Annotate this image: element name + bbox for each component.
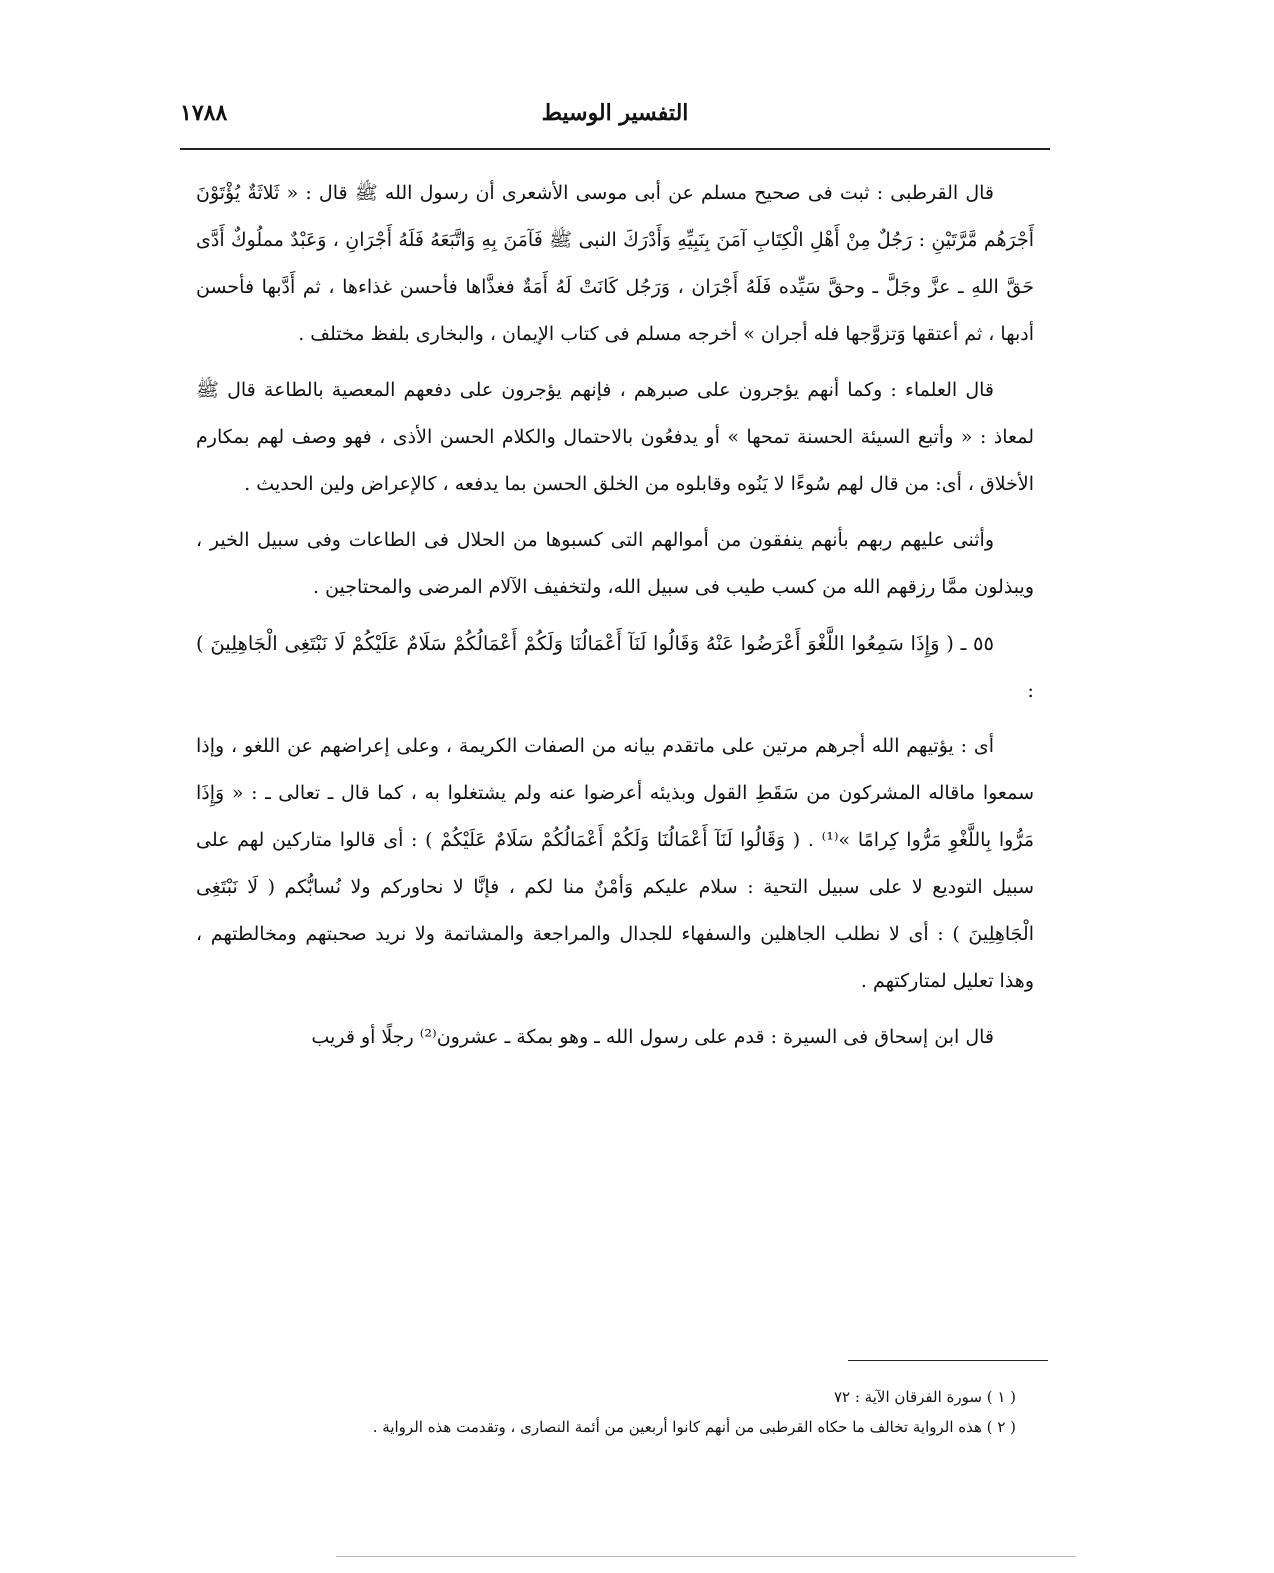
scan-bottom-line [336, 1556, 1076, 1557]
paragraph-scholars: قال العلماء : وكما أنهم يؤجرون على صبرهم ، فإنهم يؤجرون على دفعهم المعصية بالطاعة قال ﷺ لمعاذ : « وأتبع السيئة الحسنة تمحها » أو يدفعُون بالاحتمال والكلام الحسن الأذى ، فهو وصف لهم بمكارم الأخلاق ، أى: من قال لهم سُوءًا لا يَنُوه وقابلوه من الخلق الحسن بما يدفعه ، كالإعراض ولين الحديث . [196, 379, 1034, 495]
footnotes [196, 1382, 1016, 1442]
page-header [180, 100, 1050, 140]
paragraph-spending: وأثنى عليهم ربهم بأنهم ينفقون من أموالهم التى كسبوها من الحلال فى الطاعات وفى سبيل الخير ، ويبذلون ممَّا رزقهم الله من كسب طيب فى سبيل الله، ولتخفيف الآلام المرضى والمحتاجين . [196, 529, 1034, 598]
footnote-1: ( ١ ) سورة الفرقان الآية : ٧٢ [833, 1388, 1016, 1406]
footnote-rule [848, 1360, 1048, 1361]
body-text [196, 170, 1034, 1070]
paragraph-ibn-ishaq: قال ابن إسحاق فى السيرة : قدم على رسول الله ـ وهو بمكة ـ عشرون⁽²⁾ رجلًا أو قريب [311, 1026, 994, 1048]
paragraph-qurtubi-hadith: قال القرطبى : ثبت فى صحيح مسلم عن أبى موسى الأشعرى أن رسول الله ﷺ قال : « ثَلاثَةٌ يُؤْتَوْنَ أَجْرَهُم مَّرَّتَيْنِ : رَجُلٌ مِنْ أَهْلِ الْكِتَابِ آمَنَ بِنَبِيِّهِ وَأَدْرَكَ النبى ﷺ فَآمَنَ بِهِ وَاتَّبَعَهُ فَلَهُ أَجْرَانِ ، وَعَبْدٌ مملُوكٌ أَدَّى حَقَّ اللهِ ـ عزَّ وجَلَّ ـ وحقَّ سَيِّده فَلَهُ أَجْرَان ، وَرَجُل كَانَتْ لَهُ أَمَةٌ فغذَّاها فأحسن غذاءها ، ثم أَدَّبها فأحسن أدبها ، ثم أعتقها وَتزوَّجها فله أجران » أخرجه مسلم فى كتاب الإيمان ، والبخارى بلفظ مختلف . [196, 182, 1034, 345]
header-rule [180, 148, 1050, 150]
paragraph-verse-55: ٥٥ ـ ( وَإِذَا سَمِعُوا اللَّغْوَ أَعْرَضُوا عَنْهُ وَقَالُوا لَنَآ أَعْمَالُنَا وَلَكُمْ أَعْمَالُكُمْ سَلَامٌ عَلَيْكُمْ لَا نَبْتَغِى الْجَاهِلِينَ ) : [196, 632, 1034, 702]
paragraph-verse-explanation: أى : يؤتيهم الله أجرهم مرتين على ماتقدم بيانه من الصفات الكريمة ، وعلى إعراضهم عن اللغو ، وإذا سمعوا ماقاله المشركون من سَقَطِ القول وبذيئه أعرضوا عنه ولم يشتغلوا به ، كما قال ـ تعالى ـ : « وَإِذَا مَرُّوا بِاللَّغْوِ مَرُّوا كِرامًا »⁽¹⁾ . ( وَقَالُوا لَنَآ أَعْمَالُنَا وَلَكُمْ أَعْمَالُكُمْ سَلَامٌ عَلَيْكُمْ ) : أى قالوا متاركين لهم على سبيل التوديع لا على سبيل التحية : سلام عليكم وَأمْنٌ منا لكم ، فإنَّا لا نحاوركم ولا نُسابُّكم ( لَا نَبْتَغِى الْجَاهِلِينَ ) : أى لا نطلب الجاهلين والسفهاء للجدال والمراجعة والمشاتمة ولا نريد صحبتهم ومخالطتهم ، وهذا تعليل لمتاركتهم . [196, 735, 1034, 992]
page-number: ١٧٨٨ [180, 100, 228, 126]
running-title: التفسير الوسيط [541, 100, 689, 126]
footnote-2: ( ٢ ) هذه الرواية تخالف ما حكاه القرطبى من أنهم كانوا أربعين من أئمة النصارى ، وتقدمت هذه الرواية . [372, 1418, 1016, 1436]
